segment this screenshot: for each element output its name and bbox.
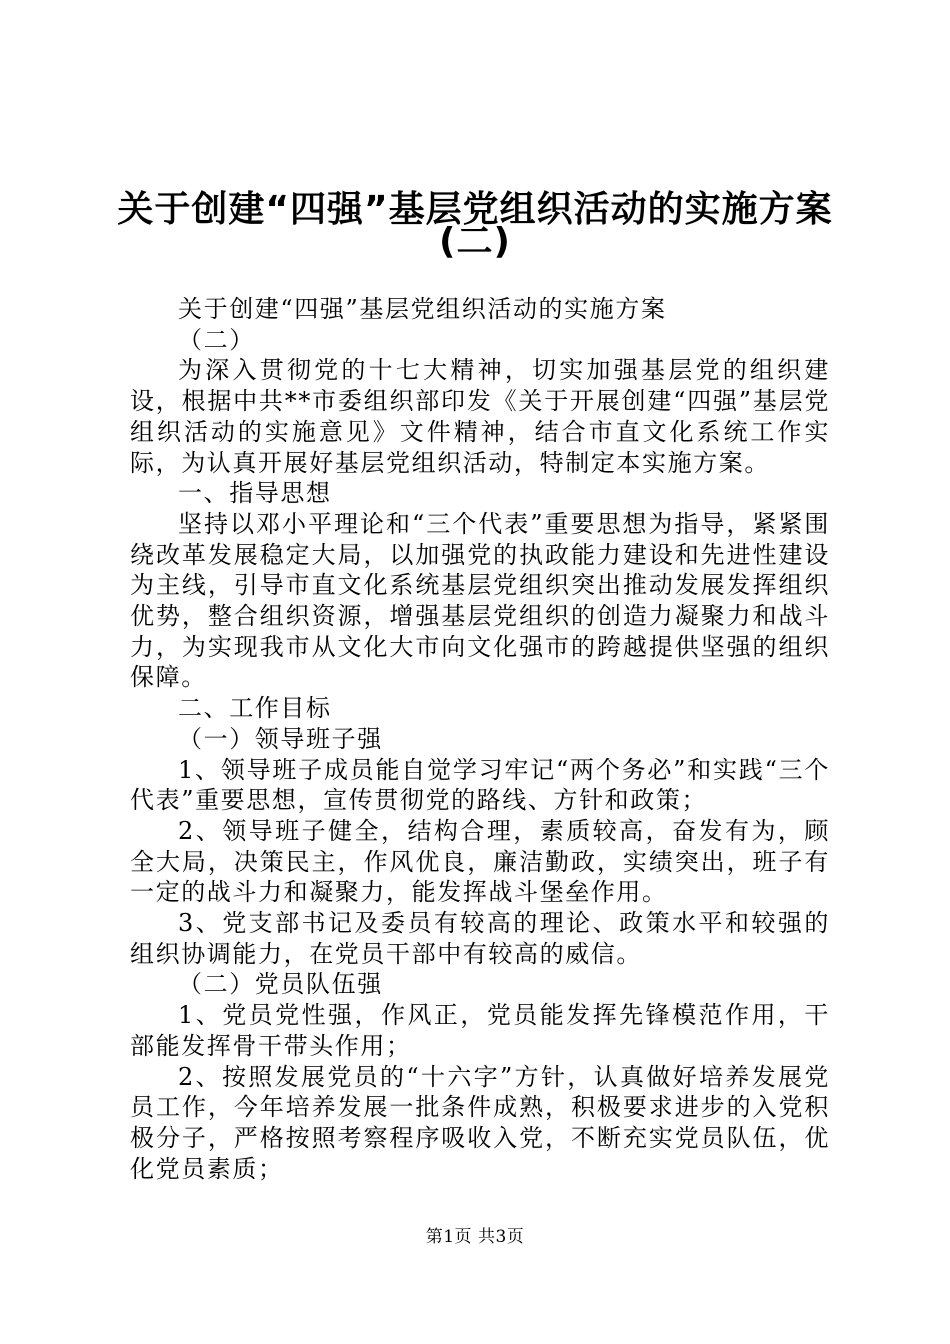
subsection-heading: （二）党员队伍强 [178,970,383,999]
body-paragraph: （二） [178,325,255,354]
subsection-heading: （一）领导班子强 [178,724,383,753]
document-title-line2: (二) [439,221,511,262]
list-item: 2、领导班子健全，结构合理，素质较高，奋发有为，顾全大局，决策民主，作风优良，廉洁勤政，实绩突出，班子有一定的战斗力和凝聚力，能发挥战斗堡垒作用。 [130,816,830,907]
body-paragraph: 坚持以邓小平理论和“三个代表”重要思想为指导，紧紧围绕改革发展稳定大局，以加强党的执政能力建设和先进性建设为主线，引导市直文化系统基层党组织突出推动发展发挥组织优势，整合组织资源，增强基层党组织的创造力凝聚力和战斗力，为实现我市从文化大市向文化强市的跨越提供坚强的组织保障。 [130,509,830,692]
list-item: 1、领导班子成员能自觉学习牢记“两个务必”和实践“三个代表”重要思想，宣传贯彻党的路线、方针和政策； [130,755,830,815]
list-item: 2、按照发展党员的“十六字”方针，认真做好培养发展党员工作，今年培养发展一批条件成熟，积极要求进步的入党积极分子，严格按照考察程序吸收入党，不断充实党员队伍，优化党员素质； [130,1062,830,1183]
document-title-line1: 关于创建“四强”基层党组织活动的实施方案 [117,189,833,230]
body-paragraph: 关于创建“四强”基层党组织活动的实施方案 [178,295,667,323]
document-body [130,294,830,1184]
list-item: 3、党支部书记及委员有较高的理论、政策水平和较强的组织协调能力，在党员干部中有较高的威信。 [130,909,830,968]
section-heading: 一、指导思想 [178,479,332,508]
page-number-footer: 第1页 共3页 [425,1227,525,1247]
list-item: 1、党员党性强，作风正，党员能发挥先锋模范作用，干部能发挥骨干带头作用； [130,1001,830,1060]
body-paragraph: 为深入贯彻党的十七大精神，切实加强基层党的组织建设，根据中共**市委组织部印发《关于开展创建“四强”基层党组织活动的实施意见》文件精神，结合市直文化系统工作实际，为认真开展好基层党组织活动，特制定本实施方案。 [130,356,830,477]
section-heading: 二、工作目标 [178,694,332,723]
